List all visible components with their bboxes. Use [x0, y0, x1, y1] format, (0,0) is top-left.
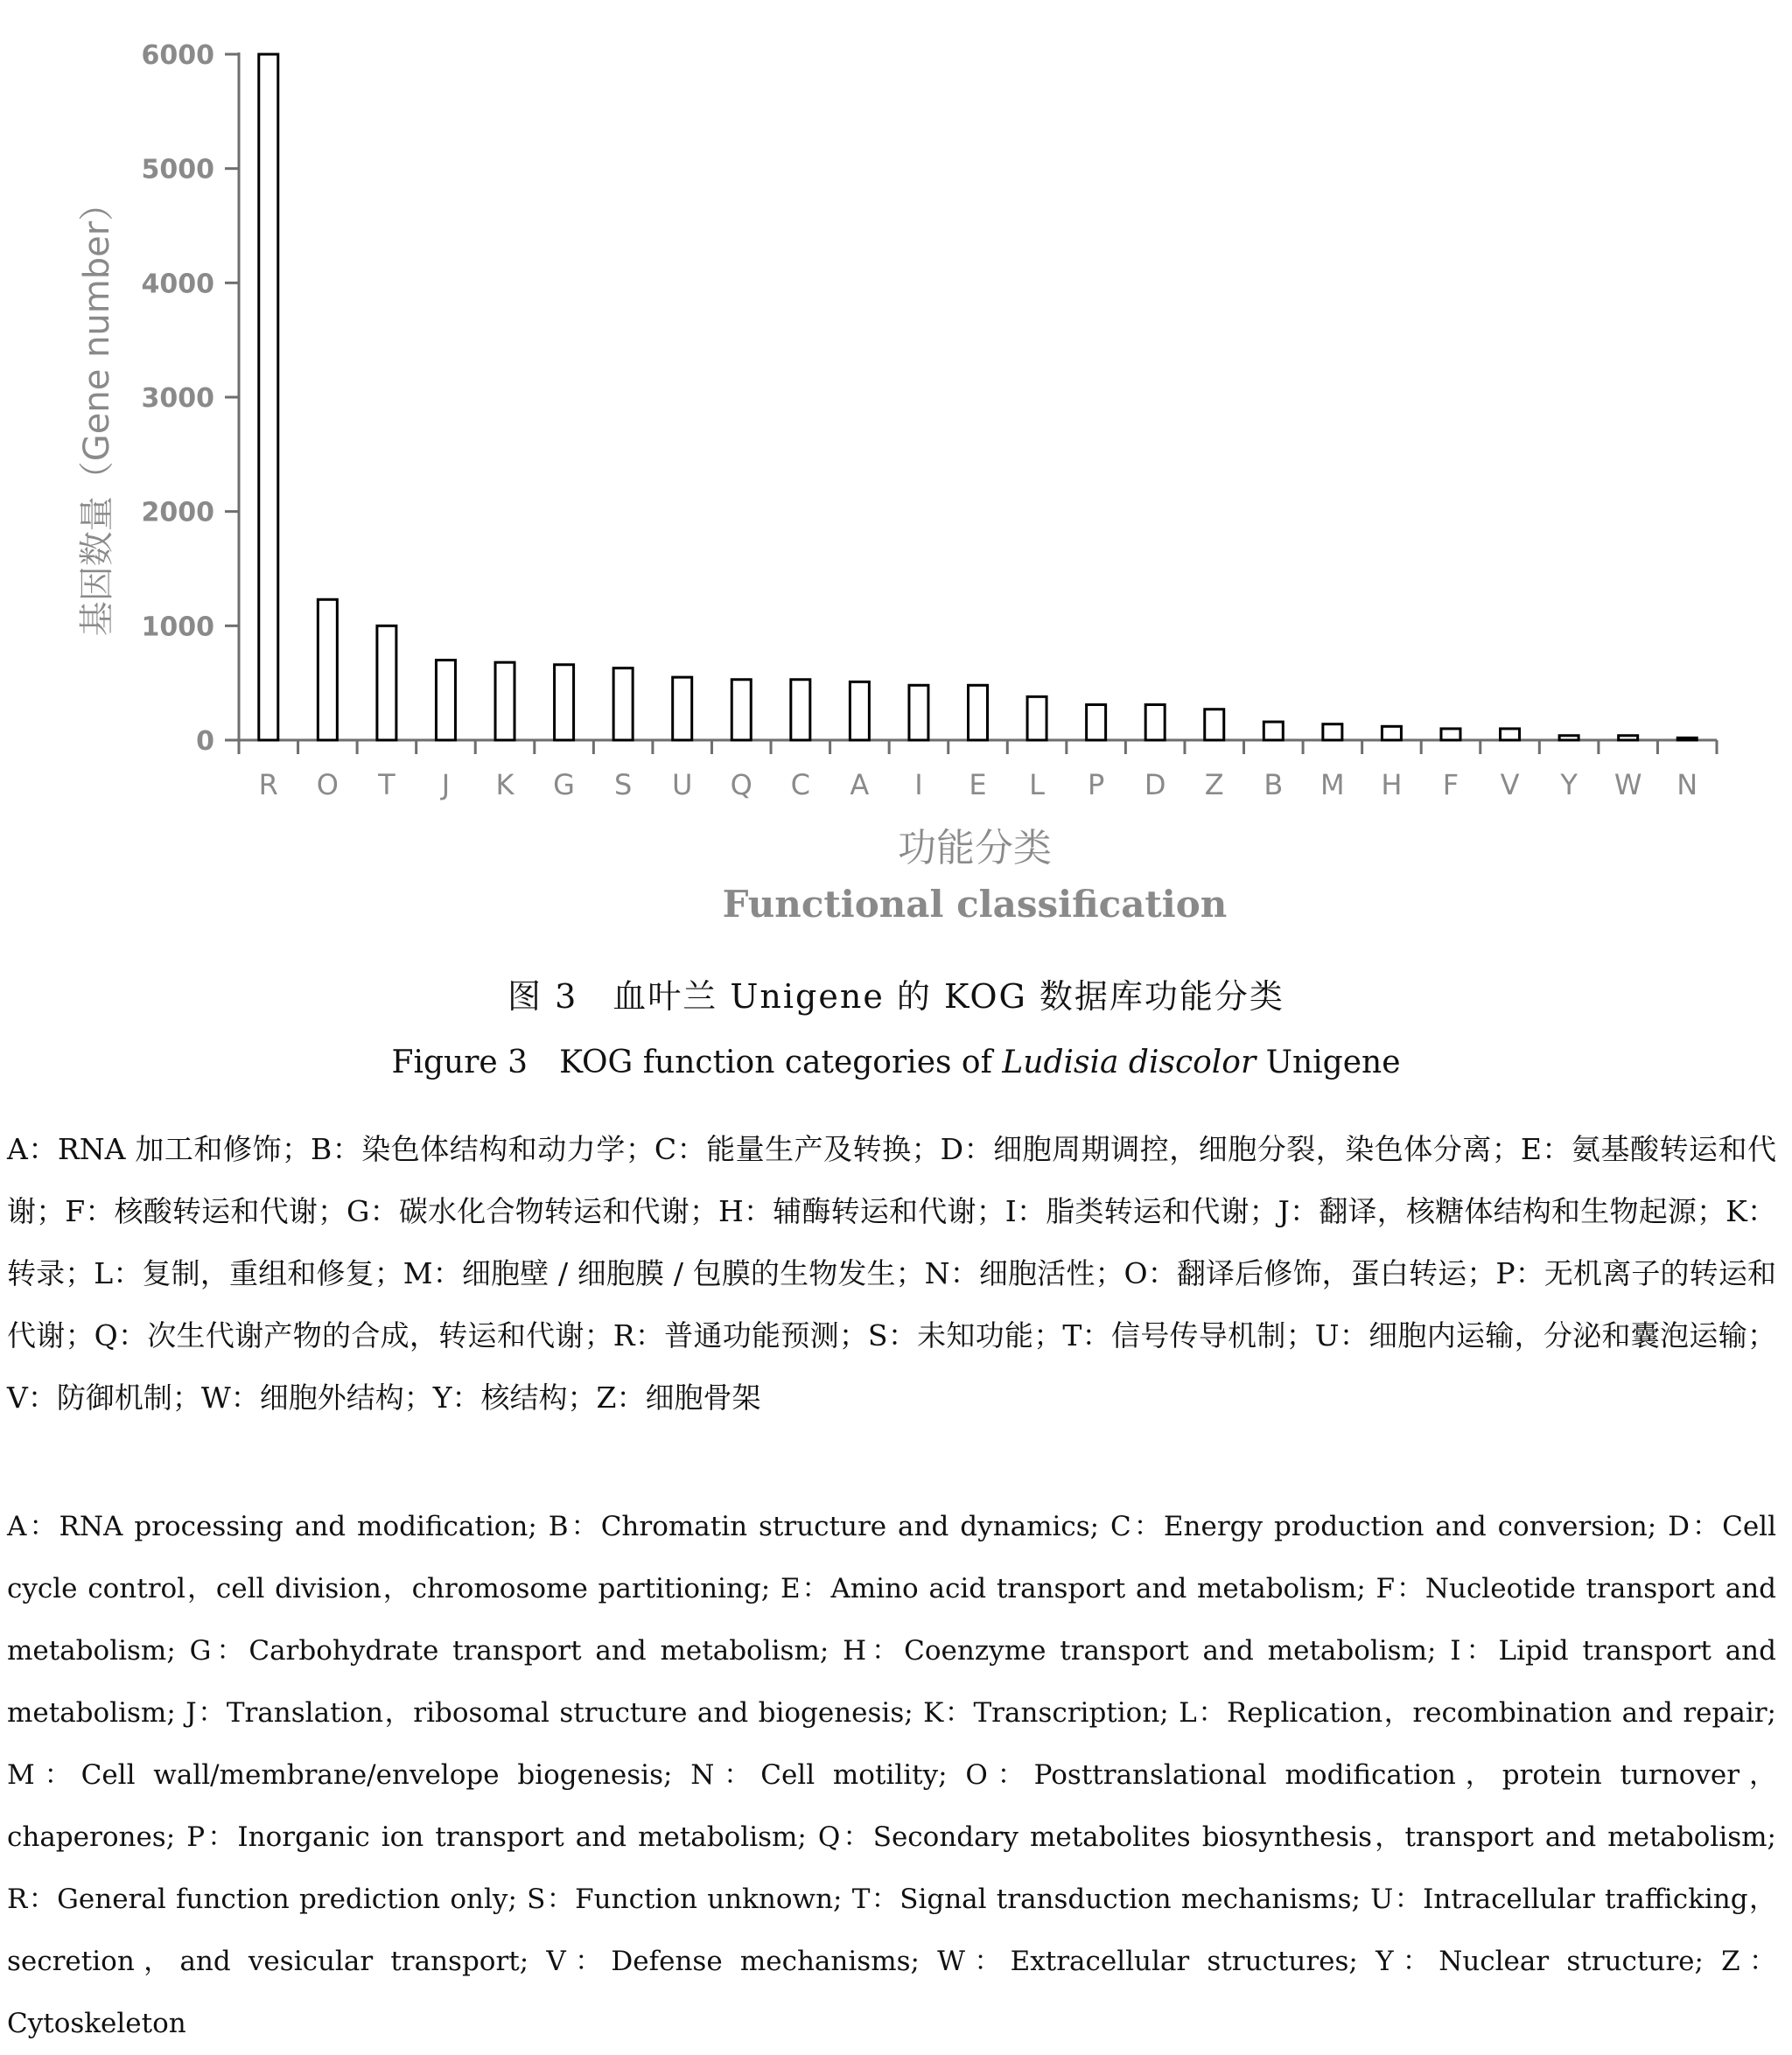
- bar-J: [436, 661, 455, 740]
- bar-W: [1619, 736, 1638, 740]
- y-tick-label: 1000: [141, 612, 214, 643]
- x-category-label-O: O: [316, 768, 339, 801]
- x-category-label-U: U: [671, 768, 693, 801]
- x-axis: [239, 740, 1717, 801]
- bar-Q: [732, 680, 751, 740]
- bar-V: [1501, 729, 1520, 740]
- kog-bar-chart: [0, 0, 1792, 945]
- x-category-label-R: R: [258, 768, 278, 801]
- x-category-label-D: D: [1144, 768, 1166, 801]
- bars: [259, 54, 1697, 740]
- y-tick-label: 3000: [141, 383, 214, 414]
- x-category-label-N: N: [1676, 768, 1698, 801]
- caption-en-species: Ludisia discolor: [1002, 1045, 1256, 1080]
- bar-L: [1027, 696, 1046, 740]
- figure-caption-en: [0, 1038, 1792, 1082]
- x-category-label-C: C: [790, 768, 810, 801]
- bar-O: [318, 599, 337, 740]
- bar-N: [1677, 737, 1697, 740]
- bar-S: [613, 668, 633, 740]
- bar-H: [1382, 726, 1401, 740]
- x-category-label-K: K: [495, 768, 514, 801]
- caption-en-prefix: Figure 3 KOG function categories of: [391, 1045, 1003, 1080]
- caption-en-suffix: Unigene: [1256, 1045, 1401, 1080]
- x-category-label-Y: Y: [1560, 768, 1578, 801]
- bar-Z: [1205, 709, 1224, 740]
- y-tick-label: 2000: [141, 497, 214, 528]
- figure-caption-cn: 图 3 血叶兰 Unigene 的 KOG 数据库功能分类: [508, 977, 1284, 1016]
- x-category-label-P: P: [1087, 768, 1105, 801]
- x-axis-title-cn: 功能分类: [898, 826, 1052, 870]
- bar-D: [1145, 704, 1165, 740]
- x-category-label-I: I: [914, 768, 923, 801]
- bar-R: [259, 54, 278, 740]
- legend-en: A：RNA processing and modification; B：Chromatin structure and dynamics; C：Energy production and conversion; D：Cell cycle control，cell division，chromosome partitioning; E：Amino acid transport and metabolism; F：Nucleotide transport and metabolism; G：Carbohydrate transport and metabolism; H：Coenzyme transport and metabolism; I：Lipid transport and metabolism; J：Translation，ribosomal structure and biogenesis; K：Transcription; L：Replication，recombination and repair; M：Cell wall/membrane/envelope biogenesis; N：Cell motility; O：Posttranslational modification，protein turnover，chaperones; P：Inorganic ion transport and metabolism; Q：Secondary metabolites biosynthesis，transport and metabolism; R：General function prediction only; S：Function unknown; T：Signal transduction mechanisms; U：Intracellular trafficking，secretion，and vesicular transport; V：Defense mechanisms; W：Extracellular structures; Y：Nuclear structure; Z：Cytoskeleton: [7, 1511, 1776, 2039]
- y-tick-label: 4000: [141, 269, 214, 300]
- x-axis-title-en: Functional classification: [722, 883, 1228, 926]
- x-category-label-L: L: [1029, 768, 1045, 801]
- bar-P: [1087, 704, 1106, 740]
- x-category-label-W: W: [1614, 768, 1642, 801]
- x-category-label-M: M: [1320, 768, 1345, 801]
- legend-cn: A：RNA 加工和修饰；B：染色体结构和动力学；C：能量生产及转换；D：细胞周期调控，细胞分裂，染色体分离；E：氨基酸转运和代谢；F：核酸转运和代谢；G：碳水化合物转运和代谢；H：辅酶转运和代谢；I：脂类转运和代谢；J：翻译，核糖体结构和生物起源；K：转录；L：复制，重组和修复；M：细胞壁 / 细胞膜 / 包膜的生物发生；N：细胞活性；O：翻译后修饰，蛋白转运；P：无机离子的转运和代谢；Q：次生代谢产物的合成，转运和代谢；R：普通功能预测；S：未知功能；T：信号传导机制；U：细胞内运输，分泌和囊泡运输；V：防御机制；W：细胞外结构；Y：核结构；Z：细胞骨架: [7, 1132, 1776, 1415]
- bar-B: [1264, 722, 1283, 740]
- bar-F: [1441, 729, 1460, 740]
- bar-K: [495, 662, 514, 740]
- x-category-label-J: J: [441, 768, 451, 801]
- x-category-label-Z: Z: [1204, 768, 1224, 801]
- bar-T: [377, 626, 396, 740]
- bar-E: [969, 685, 988, 740]
- x-category-label-F: F: [1442, 768, 1460, 801]
- x-category-label-E: E: [969, 768, 987, 801]
- y-tick-label: 0: [196, 726, 214, 757]
- bar-A: [850, 682, 869, 740]
- bar-G: [555, 665, 574, 740]
- x-category-label-V: V: [1500, 768, 1520, 801]
- y-axis: [142, 40, 240, 757]
- x-category-label-B: B: [1264, 768, 1284, 801]
- x-category-label-S: S: [613, 768, 633, 801]
- bar-M: [1323, 724, 1342, 740]
- x-category-label-H: H: [1381, 768, 1403, 801]
- x-category-label-A: A: [850, 768, 870, 801]
- bar-C: [791, 680, 810, 740]
- y-axis-title: 基因数量（Gene number）: [77, 185, 117, 637]
- y-tick-label: 5000: [141, 154, 214, 185]
- y-tick-label: 6000: [141, 40, 214, 71]
- x-category-label-G: G: [553, 768, 575, 801]
- bar-U: [673, 677, 692, 740]
- x-category-label-T: T: [378, 768, 396, 801]
- x-category-label-Q: Q: [730, 768, 752, 801]
- bar-Y: [1559, 736, 1578, 740]
- bar-I: [909, 685, 928, 740]
